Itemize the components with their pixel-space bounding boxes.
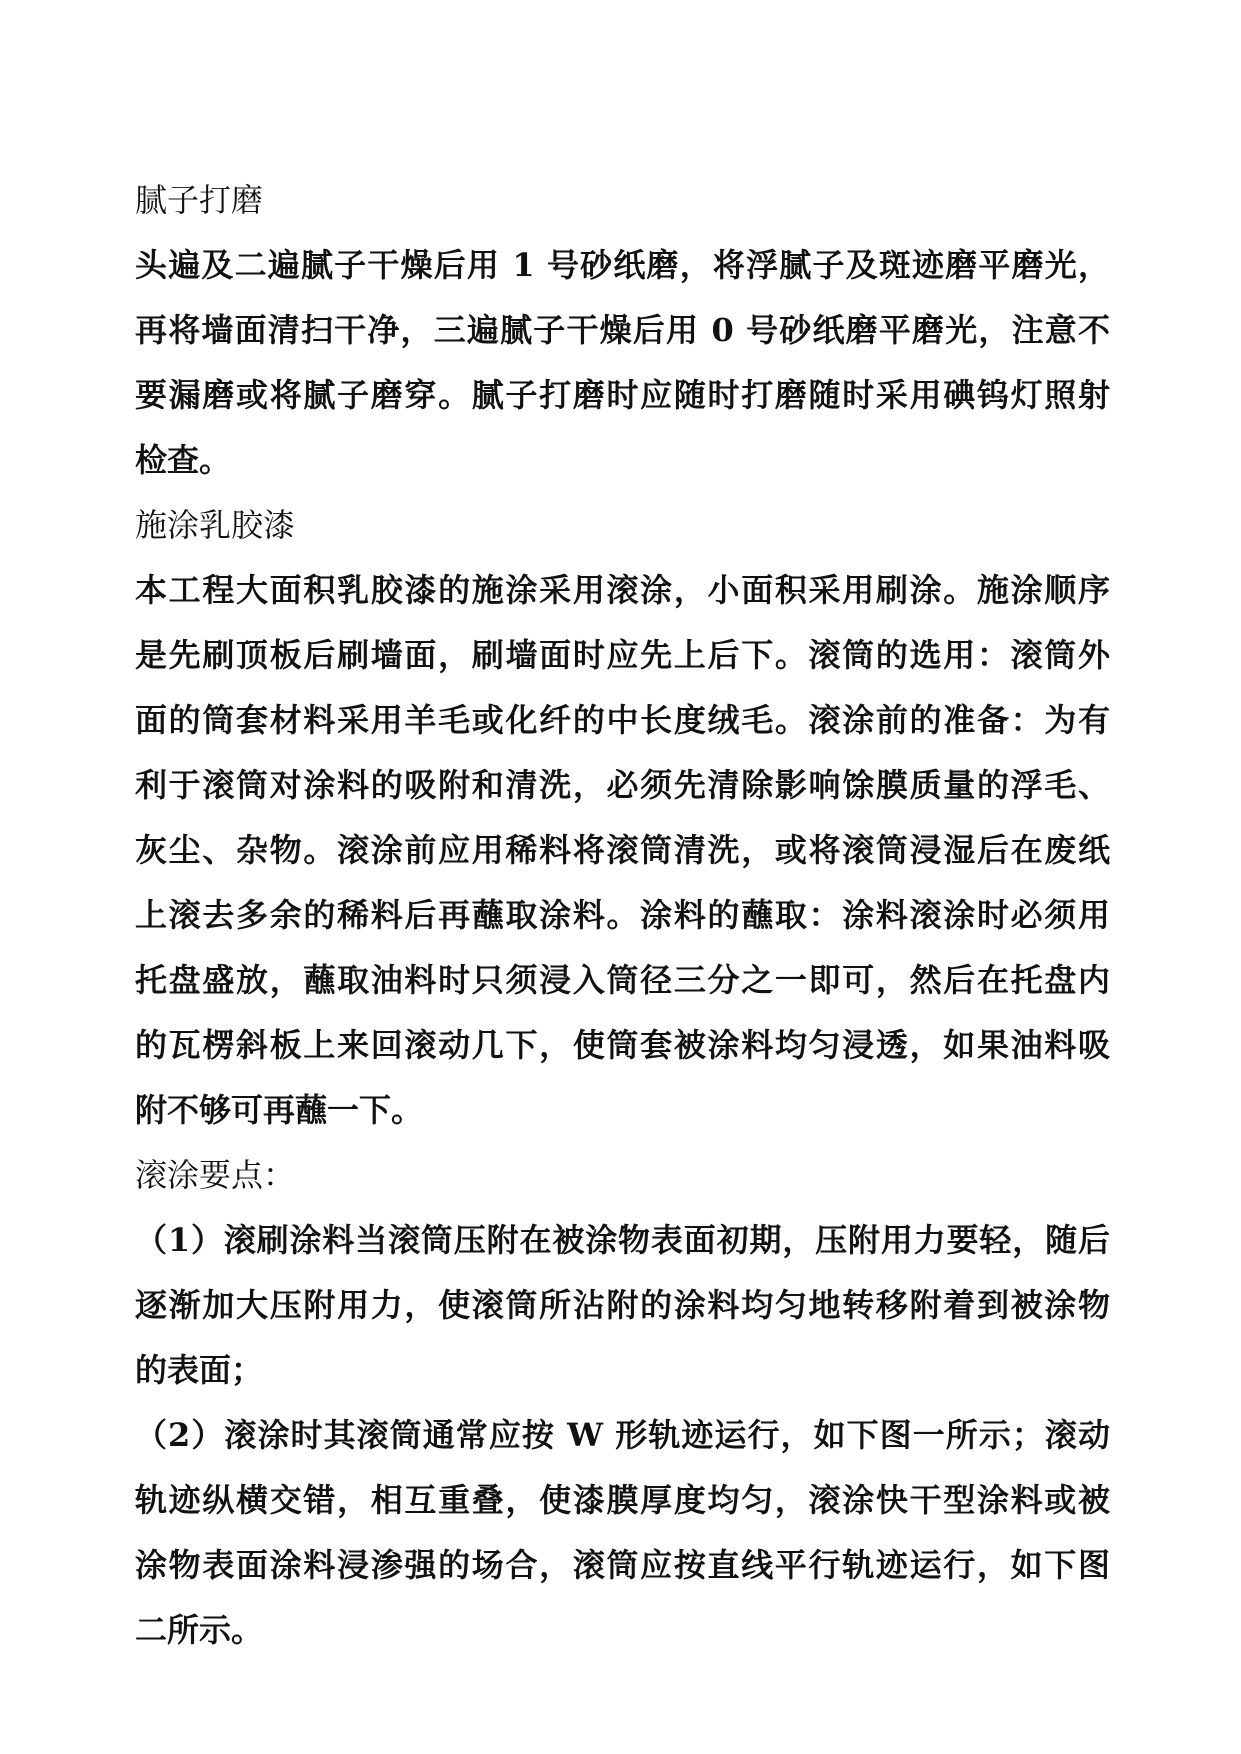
paragraph-line: 检查。 [135, 441, 232, 479]
list-item-line: 二所示。 [135, 1611, 264, 1649]
list-item-line: 逐渐加大压附用力，使滚筒所沾附的涂料均匀地转移附着到被涂物 [135, 1286, 1110, 1324]
list-item-line: （1）滚刷涂料当滚筒压附在被涂物表面初期，压附用力要轻，随后 [135, 1221, 1110, 1259]
paragraph-line: 本工程大面积乳胶漆的施涂采用滚涂，小面积采用刷涂。施涂顺序 [135, 571, 1110, 609]
list-item-line: 轨迹纵横交错，相互重叠，使漆膜厚度均匀，滚涂快干型涂料或被 [135, 1481, 1110, 1519]
paragraph-line: 利于滚筒对涂料的吸附和清洗，必须先清除影响馀膜质量的浮毛、 [135, 766, 1110, 804]
paragraph-line: 头遍及二遍腻子干燥后用 1 号砂纸磨，将浮腻子及斑迹磨平磨光， [135, 246, 1110, 284]
paragraph-line: 上滚去多余的稀料后再蘸取涂料。涂料的蘸取：涂料滚涂时必须用 [135, 896, 1110, 934]
paragraph-line: 要漏磨或将腻子磨穿。腻子打磨时应随时打磨随时采用碘钨灯照射 [135, 376, 1110, 414]
paragraph-line: 托盘盛放，蘸取油料时只须浸入筒径三分之一即可，然后在托盘内 [135, 961, 1110, 999]
list-item-line: 的表面； [135, 1351, 264, 1389]
document-page [135, 168, 1110, 1663]
paragraph-line: 灰尘、杂物。滚涂前应用稀料将滚筒清洗，或将滚筒浸湿后在废纸 [135, 831, 1110, 869]
list-item-line: （2）滚涂时其滚筒通常应按 W 形轨迹运行，如下图一所示；滚动 [135, 1416, 1110, 1454]
section-heading: 滚涂要点： [135, 1156, 296, 1194]
section-heading: 腻子打磨 [135, 181, 264, 219]
paragraph-line: 再将墙面清扫干净，三遍腻子干燥后用 0 号砂纸磨平磨光，注意不 [135, 311, 1110, 349]
list-item-line: 涂物表面涂料浸渗强的场合，滚筒应按直线平行轨迹运行，如下图 [135, 1546, 1110, 1584]
paragraph-line: 的瓦楞斜板上来回滚动几下，使筒套被涂料均匀浸透，如果油料吸 [135, 1026, 1110, 1064]
paragraph-line: 面的筒套材料采用羊毛或化纤的中长度绒毛。滚涂前的准备：为有 [135, 701, 1110, 739]
paragraph-line: 是先刷顶板后刷墙面，刷墙面时应先上后下。滚筒的选用：滚筒外 [135, 636, 1110, 674]
section-heading: 施涂乳胶漆 [135, 506, 296, 544]
paragraph-line: 附不够可再蘸一下。 [135, 1091, 424, 1129]
